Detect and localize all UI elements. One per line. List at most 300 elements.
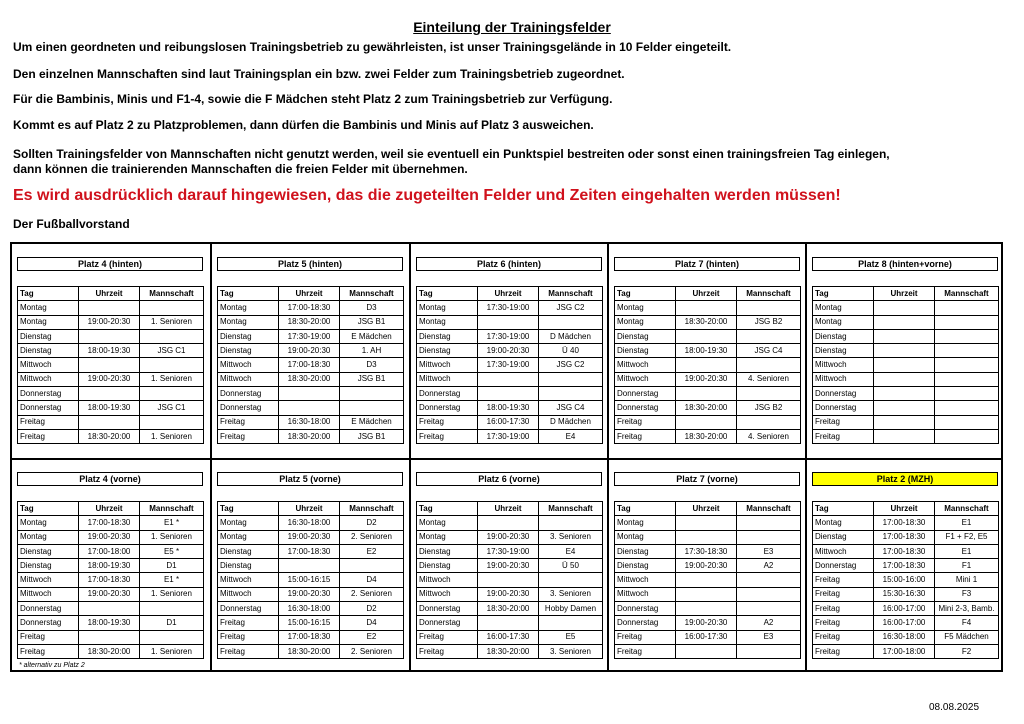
team-cell: 4. Senioren xyxy=(737,429,801,443)
table-row xyxy=(615,387,801,401)
time-cell xyxy=(478,372,539,386)
schedule-table xyxy=(614,286,801,444)
table-row xyxy=(18,530,204,544)
team-cell: 2. Senioren xyxy=(340,644,404,658)
column-header-time: Uhrzeit xyxy=(676,287,737,301)
table-row xyxy=(615,530,801,544)
day-cell: Donnerstag xyxy=(813,387,874,401)
column-header-time: Uhrzeit xyxy=(79,502,140,516)
time-cell: 18:30-20:00 xyxy=(676,429,737,443)
table-header-row xyxy=(615,502,801,516)
team-cell xyxy=(935,415,999,429)
time-cell: 19:00-20:30 xyxy=(478,587,539,601)
day-cell: Freitag xyxy=(218,616,279,630)
team-cell: E1 * xyxy=(140,516,204,530)
table-row xyxy=(18,329,204,343)
team-cell: JSG B1 xyxy=(340,429,404,443)
day-cell: Mittwoch xyxy=(18,358,79,372)
time-cell: 18:30-20:00 xyxy=(279,372,340,386)
table-row xyxy=(417,329,603,343)
table-row xyxy=(417,344,603,358)
time-cell: 18:30-20:00 xyxy=(478,602,539,616)
day-cell: Donnerstag xyxy=(218,602,279,616)
column-header-day: Tag xyxy=(417,287,478,301)
day-cell: Dienstag xyxy=(18,344,79,358)
schedule-table xyxy=(812,501,999,659)
day-cell: Dienstag xyxy=(218,559,279,573)
day-cell: Dienstag xyxy=(615,559,676,573)
table-row xyxy=(18,344,204,358)
time-cell xyxy=(79,602,140,616)
table-row xyxy=(18,387,204,401)
day-cell: Freitag xyxy=(18,415,79,429)
team-cell: D2 xyxy=(340,602,404,616)
table-row xyxy=(813,329,999,343)
team-cell xyxy=(737,415,801,429)
column-header-time: Uhrzeit xyxy=(676,502,737,516)
column-header-team: Mannschaft xyxy=(737,502,801,516)
day-cell: Freitag xyxy=(813,630,874,644)
table-row xyxy=(615,616,801,630)
time-cell: 18:30-20:00 xyxy=(79,644,140,658)
column-header-team: Mannschaft xyxy=(340,502,404,516)
table-row xyxy=(813,544,999,558)
table-row xyxy=(417,372,603,386)
day-cell: Freitag xyxy=(813,573,874,587)
document-date: 08.08.2025 xyxy=(929,702,980,713)
table-row xyxy=(218,415,404,429)
table-row xyxy=(417,573,603,587)
column-header-time: Uhrzeit xyxy=(478,502,539,516)
time-cell: 17:30-19:00 xyxy=(478,329,539,343)
day-cell: Montag xyxy=(615,301,676,315)
table-row xyxy=(18,401,204,415)
team-cell: E1 * xyxy=(140,573,204,587)
day-cell: Mittwoch xyxy=(615,372,676,386)
time-cell: 16:30-18:00 xyxy=(874,630,935,644)
day-cell: Mittwoch xyxy=(417,573,478,587)
table-row xyxy=(813,358,999,372)
table-row xyxy=(218,530,404,544)
team-cell: 2. Senioren xyxy=(340,587,404,601)
time-cell xyxy=(79,301,140,315)
time-cell: 17:00-18:30 xyxy=(874,544,935,558)
day-cell: Mittwoch xyxy=(18,573,79,587)
team-cell: F4 xyxy=(935,616,999,630)
time-cell xyxy=(676,301,737,315)
day-cell: Donnerstag xyxy=(218,387,279,401)
time-cell xyxy=(874,372,935,386)
time-cell xyxy=(79,329,140,343)
day-cell: Montag xyxy=(813,516,874,530)
table-row xyxy=(417,387,603,401)
table-row xyxy=(218,516,404,530)
column-header-day: Tag xyxy=(813,502,874,516)
table-row xyxy=(18,587,204,601)
day-cell: Donnerstag xyxy=(615,387,676,401)
day-cell: Montag xyxy=(615,516,676,530)
team-cell xyxy=(935,329,999,343)
column-header-day: Tag xyxy=(813,287,874,301)
time-cell: 19:00-20:30 xyxy=(279,530,340,544)
day-cell: Montag xyxy=(18,315,79,329)
team-cell xyxy=(140,329,204,343)
field-title: Platz 4 (hinten) xyxy=(17,257,203,271)
team-cell: 1. Senioren xyxy=(140,429,204,443)
team-cell: Mini 1 xyxy=(935,573,999,587)
unused-fields-paragraph: Sollten Trainingsfelder von Mannschaften nicht genutzt werden, weil sie eventuell ein Punktspiel bestreiten oder sonst einen trainingsfreien Tag einlegen, dann können die trainierenden Mannschaften die freien Felder mit übernehmen. xyxy=(13,147,890,176)
team-cell: 1. Senioren xyxy=(140,530,204,544)
time-cell xyxy=(874,387,935,401)
time-cell: 17:00-18:30 xyxy=(279,301,340,315)
team-cell: D Mädchen xyxy=(539,329,603,343)
column-header-day: Tag xyxy=(218,287,279,301)
table-row xyxy=(218,602,404,616)
team-cell xyxy=(737,301,801,315)
table-row xyxy=(813,415,999,429)
table-row xyxy=(218,587,404,601)
column-header-day: Tag xyxy=(218,502,279,516)
day-cell: Dienstag xyxy=(417,344,478,358)
day-cell: Donnerstag xyxy=(615,401,676,415)
time-cell: 16:30-18:00 xyxy=(279,602,340,616)
time-cell xyxy=(676,573,737,587)
day-cell: Donnerstag xyxy=(813,559,874,573)
day-cell: Mittwoch xyxy=(417,372,478,386)
grid-divider-vertical xyxy=(607,242,609,672)
schedule-table xyxy=(812,286,999,444)
day-cell: Mittwoch xyxy=(218,372,279,386)
team-cell: E3 xyxy=(737,544,801,558)
table-header-row xyxy=(417,287,603,301)
day-cell: Montag xyxy=(417,315,478,329)
day-cell: Mittwoch xyxy=(18,372,79,386)
team-cell: D Mädchen xyxy=(539,415,603,429)
team-cell: 4. Senioren xyxy=(737,372,801,386)
day-cell: Donnerstag xyxy=(417,602,478,616)
day-cell: Montag xyxy=(18,301,79,315)
table-row xyxy=(18,516,204,530)
team-cell xyxy=(737,573,801,587)
day-cell: Donnerstag xyxy=(18,616,79,630)
table-row xyxy=(615,301,801,315)
table-row xyxy=(18,429,204,443)
time-cell: 17:30-19:00 xyxy=(478,544,539,558)
team-cell xyxy=(737,602,801,616)
table-row xyxy=(615,573,801,587)
team-cell xyxy=(140,630,204,644)
team-cell: JSG B2 xyxy=(737,315,801,329)
table-row xyxy=(615,587,801,601)
column-header-day: Tag xyxy=(615,502,676,516)
schedule-table xyxy=(416,501,603,659)
time-cell xyxy=(874,415,935,429)
time-cell xyxy=(874,429,935,443)
time-cell: 18:00-19:30 xyxy=(79,344,140,358)
column-header-time: Uhrzeit xyxy=(478,287,539,301)
table-row xyxy=(218,301,404,315)
time-cell: 16:00-17:30 xyxy=(478,415,539,429)
day-cell: Dienstag xyxy=(813,344,874,358)
day-cell: Dienstag xyxy=(218,329,279,343)
table-row xyxy=(615,401,801,415)
day-cell: Dienstag xyxy=(18,559,79,573)
time-cell: 17:30-18:30 xyxy=(676,544,737,558)
day-cell: Donnerstag xyxy=(18,387,79,401)
schedule-table xyxy=(614,501,801,659)
day-cell: Freitag xyxy=(417,644,478,658)
day-cell: Donnerstag xyxy=(417,387,478,401)
table-row xyxy=(813,372,999,386)
table-row xyxy=(813,587,999,601)
table-row xyxy=(18,644,204,658)
team-cell xyxy=(340,401,404,415)
time-cell: 18:30-20:00 xyxy=(676,401,737,415)
team-cell xyxy=(539,315,603,329)
field-title: Platz 6 (hinten) xyxy=(416,257,602,271)
team-cell: E Mädchen xyxy=(340,329,404,343)
team-cell xyxy=(737,387,801,401)
time-cell: 17:00-18:30 xyxy=(874,559,935,573)
team-cell: 1. Senioren xyxy=(140,587,204,601)
team-cell: F2 xyxy=(935,644,999,658)
column-header-time: Uhrzeit xyxy=(279,287,340,301)
time-cell: 16:30-18:00 xyxy=(279,516,340,530)
team-cell xyxy=(737,644,801,658)
team-cell: 3. Senioren xyxy=(539,587,603,601)
day-cell: Dienstag xyxy=(615,329,676,343)
time-cell xyxy=(676,387,737,401)
grid-divider-vertical xyxy=(805,242,807,672)
team-cell: F5 Mädchen xyxy=(935,630,999,644)
table-row xyxy=(417,544,603,558)
table-row xyxy=(615,559,801,573)
table-row xyxy=(615,630,801,644)
team-cell: Ü 40 xyxy=(539,344,603,358)
table-row xyxy=(18,544,204,558)
time-cell: 19:00-20:30 xyxy=(79,315,140,329)
time-cell: 18:30-20:00 xyxy=(478,644,539,658)
table-row xyxy=(615,602,801,616)
table-row xyxy=(417,602,603,616)
table-row xyxy=(615,358,801,372)
day-cell: Freitag xyxy=(18,630,79,644)
table-row xyxy=(813,401,999,415)
table-row xyxy=(18,602,204,616)
day-cell: Donnerstag xyxy=(18,602,79,616)
team-cell: F1 xyxy=(935,559,999,573)
day-cell: Mittwoch xyxy=(813,358,874,372)
table-row xyxy=(813,387,999,401)
time-cell xyxy=(676,329,737,343)
day-cell: Dienstag xyxy=(813,329,874,343)
day-cell: Donnerstag xyxy=(218,401,279,415)
column-header-time: Uhrzeit xyxy=(279,502,340,516)
team-cell: D1 xyxy=(140,559,204,573)
day-cell: Freitag xyxy=(218,630,279,644)
table-row xyxy=(813,429,999,443)
time-cell xyxy=(874,301,935,315)
day-cell: Montag xyxy=(218,315,279,329)
table-row xyxy=(417,315,603,329)
footnote: * alternativ zu Platz 2 xyxy=(19,662,85,669)
team-cell: JSG C4 xyxy=(737,344,801,358)
team-cell: D4 xyxy=(340,616,404,630)
day-cell: Montag xyxy=(218,516,279,530)
table-row xyxy=(615,544,801,558)
table-row xyxy=(417,301,603,315)
table-row xyxy=(18,372,204,386)
time-cell xyxy=(478,573,539,587)
team-cell: E3 xyxy=(737,630,801,644)
team-cell xyxy=(935,387,999,401)
time-cell xyxy=(676,530,737,544)
time-cell: 18:00-19:30 xyxy=(79,559,140,573)
day-cell: Freitag xyxy=(813,644,874,658)
platz3-paragraph: Kommt es auf Platz 2 zu Platzproblemen, dann dürfen die Bambinis und Minis auf Platz 3 ausweichen. xyxy=(13,118,594,132)
day-cell: Dienstag xyxy=(18,329,79,343)
team-cell: JSG C2 xyxy=(539,301,603,315)
time-cell: 17:00-18:30 xyxy=(79,516,140,530)
time-cell: 17:00-18:30 xyxy=(279,630,340,644)
table-row xyxy=(218,544,404,558)
time-cell: 15:00-16:15 xyxy=(279,573,340,587)
time-cell: 17:00-18:30 xyxy=(279,358,340,372)
table-header-row xyxy=(218,502,404,516)
day-cell: Freitag xyxy=(218,429,279,443)
table-row xyxy=(218,616,404,630)
team-cell: JSG B1 xyxy=(340,315,404,329)
column-header-team: Mannschaft xyxy=(140,287,204,301)
field-title: Platz 2 (MZH) xyxy=(812,472,998,486)
field-title: Platz 6 (vorne) xyxy=(416,472,602,486)
team-cell: F3 xyxy=(935,587,999,601)
table-header-row xyxy=(813,502,999,516)
day-cell: Dienstag xyxy=(18,544,79,558)
day-cell: Montag xyxy=(218,530,279,544)
day-cell: Freitag xyxy=(813,429,874,443)
team-cell xyxy=(737,587,801,601)
team-cell xyxy=(140,301,204,315)
column-header-time: Uhrzeit xyxy=(874,287,935,301)
team-cell: E5 * xyxy=(140,544,204,558)
table-row xyxy=(813,530,999,544)
team-cell xyxy=(935,344,999,358)
table-header-row xyxy=(18,502,204,516)
team-cell: JSG B1 xyxy=(340,372,404,386)
grid-divider-vertical xyxy=(210,242,212,672)
team-cell: A2 xyxy=(737,616,801,630)
day-cell: Mittwoch xyxy=(417,358,478,372)
table-row xyxy=(417,616,603,630)
time-cell: 17:30-19:00 xyxy=(478,429,539,443)
time-cell: 16:00-17:00 xyxy=(874,602,935,616)
time-cell xyxy=(478,315,539,329)
team-cell: E1 xyxy=(935,516,999,530)
team-cell xyxy=(935,301,999,315)
time-cell: 16:30-18:00 xyxy=(279,415,340,429)
field-title: Platz 8 (hinten+vorne) xyxy=(812,257,998,271)
team-cell: D3 xyxy=(340,358,404,372)
column-header-team: Mannschaft xyxy=(935,502,999,516)
team-cell: 3. Senioren xyxy=(539,644,603,658)
day-cell: Montag xyxy=(18,516,79,530)
team-cell: 3. Senioren xyxy=(539,530,603,544)
table-header-row xyxy=(218,287,404,301)
time-cell: 17:00-18:30 xyxy=(874,530,935,544)
table-row xyxy=(218,573,404,587)
table-row xyxy=(813,559,999,573)
time-cell: 19:00-20:30 xyxy=(79,587,140,601)
table-row xyxy=(18,616,204,630)
team-cell xyxy=(140,415,204,429)
page-title: Einteilung der Trainingsfelder xyxy=(413,19,611,35)
field-title: Platz 5 (vorne) xyxy=(217,472,403,486)
day-cell: Freitag xyxy=(615,644,676,658)
day-cell: Donnerstag xyxy=(615,616,676,630)
team-cell xyxy=(935,372,999,386)
day-cell: Montag xyxy=(417,301,478,315)
day-cell: Donnerstag xyxy=(813,401,874,415)
day-cell: Dienstag xyxy=(813,530,874,544)
day-cell: Mittwoch xyxy=(417,587,478,601)
team-cell: JSG B2 xyxy=(737,401,801,415)
assignment-paragraph: Den einzelnen Mannschaften sind laut Trainingsplan ein bzw. zwei Felder zum Trainingsbetrieb zugeordnet. xyxy=(13,67,625,81)
time-cell: 17:00-18:30 xyxy=(874,516,935,530)
field-title: Platz 7 (vorne) xyxy=(614,472,800,486)
table-header-row xyxy=(615,287,801,301)
table-row xyxy=(218,559,404,573)
time-cell xyxy=(478,616,539,630)
time-cell: 18:30-20:00 xyxy=(279,644,340,658)
table-row xyxy=(615,516,801,530)
table-row xyxy=(218,429,404,443)
table-row xyxy=(18,630,204,644)
table-row xyxy=(615,644,801,658)
column-header-day: Tag xyxy=(18,287,79,301)
table-row xyxy=(18,559,204,573)
day-cell: Freitag xyxy=(18,644,79,658)
table-row xyxy=(417,587,603,601)
schedule-table xyxy=(217,286,404,444)
day-cell: Freitag xyxy=(813,616,874,630)
grid-divider-vertical xyxy=(409,242,411,672)
day-cell: Mittwoch xyxy=(218,587,279,601)
time-cell xyxy=(874,344,935,358)
team-cell xyxy=(737,530,801,544)
team-cell xyxy=(340,559,404,573)
field-title: Platz 4 (vorne) xyxy=(17,472,203,486)
table-row xyxy=(813,301,999,315)
time-cell xyxy=(874,315,935,329)
time-cell: 16:00-17:30 xyxy=(676,630,737,644)
day-cell: Dienstag xyxy=(615,344,676,358)
time-cell xyxy=(874,358,935,372)
team-cell xyxy=(539,616,603,630)
column-header-day: Tag xyxy=(18,502,79,516)
time-cell: 15:00-16:15 xyxy=(279,616,340,630)
time-cell: 17:30-19:00 xyxy=(279,329,340,343)
team-cell xyxy=(539,573,603,587)
team-cell: F1 + F2, E5 xyxy=(935,530,999,544)
team-cell: JSG C4 xyxy=(539,401,603,415)
schedule-table xyxy=(17,501,204,659)
table-row xyxy=(615,429,801,443)
time-cell: 19:00-20:30 xyxy=(478,530,539,544)
field-title: Platz 7 (hinten) xyxy=(614,257,800,271)
table-header-row xyxy=(417,502,603,516)
team-cell xyxy=(340,387,404,401)
